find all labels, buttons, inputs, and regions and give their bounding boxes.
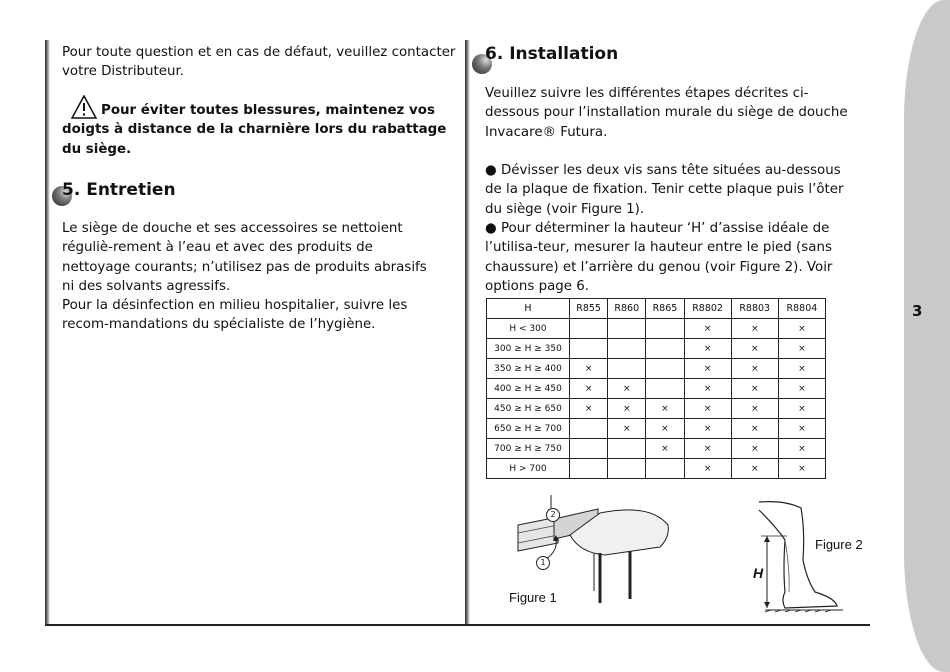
left-column-border xyxy=(45,40,50,625)
table-cell xyxy=(570,319,608,339)
section-5-body xyxy=(62,219,442,335)
table-row xyxy=(487,359,826,379)
table-cell: × xyxy=(778,379,825,399)
table-cell: × xyxy=(778,419,825,439)
table-cell: × xyxy=(570,359,608,379)
table-cell: × xyxy=(778,439,825,459)
table-cell xyxy=(646,379,684,399)
section-6-intro: Veuillez suivre les différentes étapes décrites ci-dessous pour l’installation murale du siège de douche Invacare® Futura. xyxy=(485,86,848,140)
table-cell: × xyxy=(646,399,684,419)
callout-1: 1 xyxy=(536,556,550,570)
page-side-tab xyxy=(904,0,950,672)
table-cell: 350 ≥ H ≥ 400 xyxy=(487,359,570,379)
table-cell: × xyxy=(731,319,778,339)
table-cell: × xyxy=(684,339,731,359)
table-cell: 650 ≥ H ≥ 700 xyxy=(487,419,570,439)
table-cell: × xyxy=(684,439,731,459)
table-cell: × xyxy=(684,379,731,399)
section-6-bullet-1: ● Dévisser les deux vis sans tête situées au-dessous de la plaque de fixation. Tenir cette plaque puis l’ôter du siège (voir Figure 1). xyxy=(485,163,844,217)
right-column-border xyxy=(465,40,470,625)
left-bottom-border xyxy=(45,624,465,626)
intro-text: Pour toute question et en cas de défaut, veuillez contacter votre Distributeur. xyxy=(62,45,456,80)
table-cell xyxy=(570,459,608,479)
table-cell: × xyxy=(608,419,646,439)
table-cell: × xyxy=(778,339,825,359)
section-6-title: 6. Installation xyxy=(485,44,619,64)
leg-measurement-illustration xyxy=(745,500,845,615)
section-6-bullet-2: ● Pour déterminer la hauteur ‘H’ d’assise idéale de l’utilisa-teur, mesurer la hauteur entre le pied (sans chaussure) et l’arrière du genou (voir Figure 2). Voir options page 6. xyxy=(485,221,833,294)
table-cell xyxy=(608,459,646,479)
section-6-body xyxy=(485,84,860,296)
h-dimension-label: H xyxy=(753,565,764,581)
table-cell: H > 700 xyxy=(487,459,570,479)
table-cell: × xyxy=(570,379,608,399)
table-cell: 700 ≥ H ≥ 750 xyxy=(487,439,570,459)
table-cell: × xyxy=(778,319,825,339)
table-row xyxy=(487,439,826,459)
section-5-title: 5. Entretien xyxy=(62,180,176,200)
table-row xyxy=(487,379,826,399)
table-header: R860 xyxy=(608,299,646,319)
table-row xyxy=(487,339,826,359)
table-cell: × xyxy=(684,319,731,339)
table-cell: 450 ≥ H ≥ 650 xyxy=(487,399,570,419)
table-cell: × xyxy=(731,399,778,419)
table-cell xyxy=(646,459,684,479)
table-header: R8803 xyxy=(731,299,778,319)
table-row xyxy=(487,419,826,439)
table-cell: × xyxy=(731,439,778,459)
table-cell xyxy=(608,359,646,379)
table-cell xyxy=(570,439,608,459)
table-cell xyxy=(646,339,684,359)
table-cell: × xyxy=(608,379,646,399)
table-header-row xyxy=(487,299,826,319)
page-number: 3 xyxy=(912,302,923,320)
table-row xyxy=(487,399,826,419)
table-cell xyxy=(608,339,646,359)
table-cell: × xyxy=(684,399,731,419)
table-cell: × xyxy=(684,359,731,379)
table-cell xyxy=(646,359,684,379)
table-cell: × xyxy=(684,459,731,479)
table-cell: × xyxy=(570,399,608,419)
section-5-paragraph-1: Le siège de douche et ses accessoires se nettoient réguliè-rement à l’eau et avec des produits de nettoyage courants; n’utilisez pas de produits abrasifs ni des solvants agressifs. xyxy=(62,221,427,294)
table-header: R855 xyxy=(570,299,608,319)
table-header: R8804 xyxy=(778,299,825,319)
figure-1-label: Figure 1 xyxy=(509,590,557,605)
table-cell: 300 ≥ H ≥ 350 xyxy=(487,339,570,359)
table-cell: × xyxy=(731,379,778,399)
table-cell: × xyxy=(646,419,684,439)
table-cell xyxy=(608,319,646,339)
seat-height-table xyxy=(486,298,826,479)
table-cell: × xyxy=(646,439,684,459)
figure-2-label: Figure 2 xyxy=(815,537,863,552)
table-header: H xyxy=(487,299,570,319)
table-cell: × xyxy=(731,419,778,439)
table-row xyxy=(487,459,826,479)
callout-2: 2 xyxy=(546,508,560,522)
table-cell: × xyxy=(731,459,778,479)
right-bottom-border xyxy=(465,624,870,626)
table-cell: × xyxy=(778,359,825,379)
table-cell: × xyxy=(778,399,825,419)
table-cell xyxy=(570,339,608,359)
table-cell xyxy=(608,439,646,459)
warning-text: Pour éviter toutes blessures, maintenez vos doigts à distance de la charnière lors du rabattage du siège. xyxy=(62,103,447,157)
table-row xyxy=(487,319,826,339)
table-header: R865 xyxy=(646,299,684,319)
table-cell: × xyxy=(778,459,825,479)
table-cell: H < 300 xyxy=(487,319,570,339)
section-5-paragraph-2: Pour la désinfection en milieu hospitalier, suivre les recom-mandations du spécialiste de l’hygiène. xyxy=(62,298,408,333)
table-cell: × xyxy=(684,419,731,439)
table-cell xyxy=(570,419,608,439)
table-cell: × xyxy=(608,399,646,419)
table-cell: 400 ≥ H ≥ 450 xyxy=(487,379,570,399)
table-cell: × xyxy=(731,359,778,379)
table-cell: × xyxy=(731,339,778,359)
table-cell xyxy=(646,319,684,339)
table-header: R8802 xyxy=(684,299,731,319)
